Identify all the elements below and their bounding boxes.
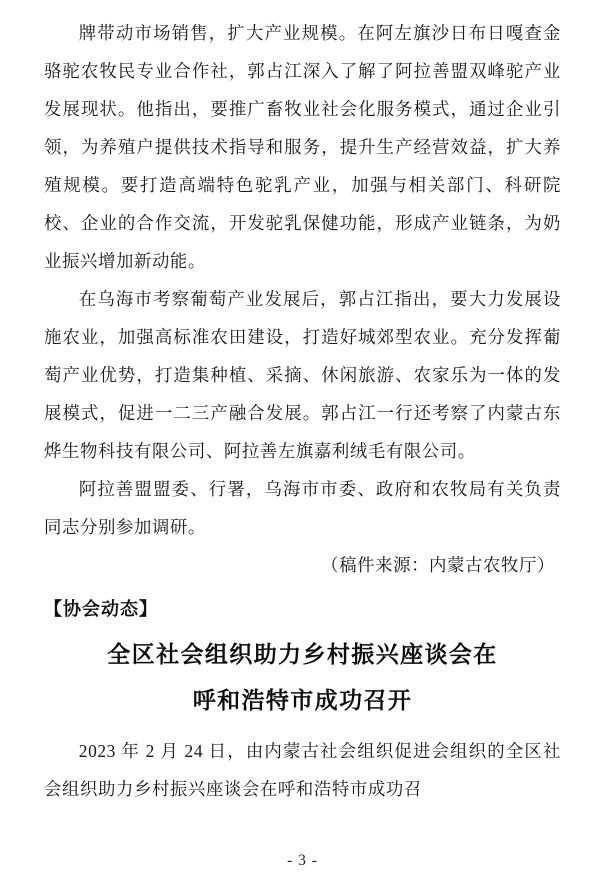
- source-attribution: （稿件来源：内蒙古农牧厅）: [321, 555, 555, 575]
- headline-line-2: 呼和浩特市成功召开: [192, 688, 413, 713]
- section-tag: 【协会动态】: [44, 599, 158, 619]
- article-headline: [44, 632, 561, 724]
- headline-line-1: 全区社会组织助力乡村振兴座谈会在: [107, 642, 498, 667]
- paragraph-1: 牌带动市场销售，扩大产业规模。在阿左旗沙日布日嘎查金骆驼农牧民专业合作社，郭占江深入了解了阿拉善盟双峰驼产业发展现状。他指出，要推广畜牧业社会化服务模式，通过企业引领，为养殖户提供技术指导和服务，提升生产经营效益，扩大养殖规模。要打造高端特色驼乳产业，加强与相关部门、科研院校、企业的合作交流，开发驼乳保健功能，形成产业链条，为奶业振兴增加新动能。: [44, 23, 561, 271]
- article-body: [44, 732, 561, 808]
- paragraph-4: 2023 年 2 月 24 日，由内蒙古社会组织促进会组织的全区社会组织助力乡村振兴座谈会在呼和浩特市成功召: [44, 741, 561, 799]
- page-number: - 3 -: [287, 852, 318, 869]
- paragraph-3: 阿拉善盟盟委、行署，乌海市市委、政府和农牧局有关负责同志分别参加调研。: [44, 479, 561, 537]
- paragraph-2: 在乌海市考察葡萄产业发展后，郭占江指出，要大力发展设施农业，加强高标准农田建设，打造好城郊型农业。充分发挥葡萄产业优势，打造集种植、采摘、休闲旅游、农家乐为一体的发展模式，促进一二三产融合发展。郭占江一行还考察了内蒙古东烨生物科技有限公司、阿拉善左旗嘉利绒毛有限公司。: [44, 289, 561, 461]
- document-body: [44, 14, 561, 546]
